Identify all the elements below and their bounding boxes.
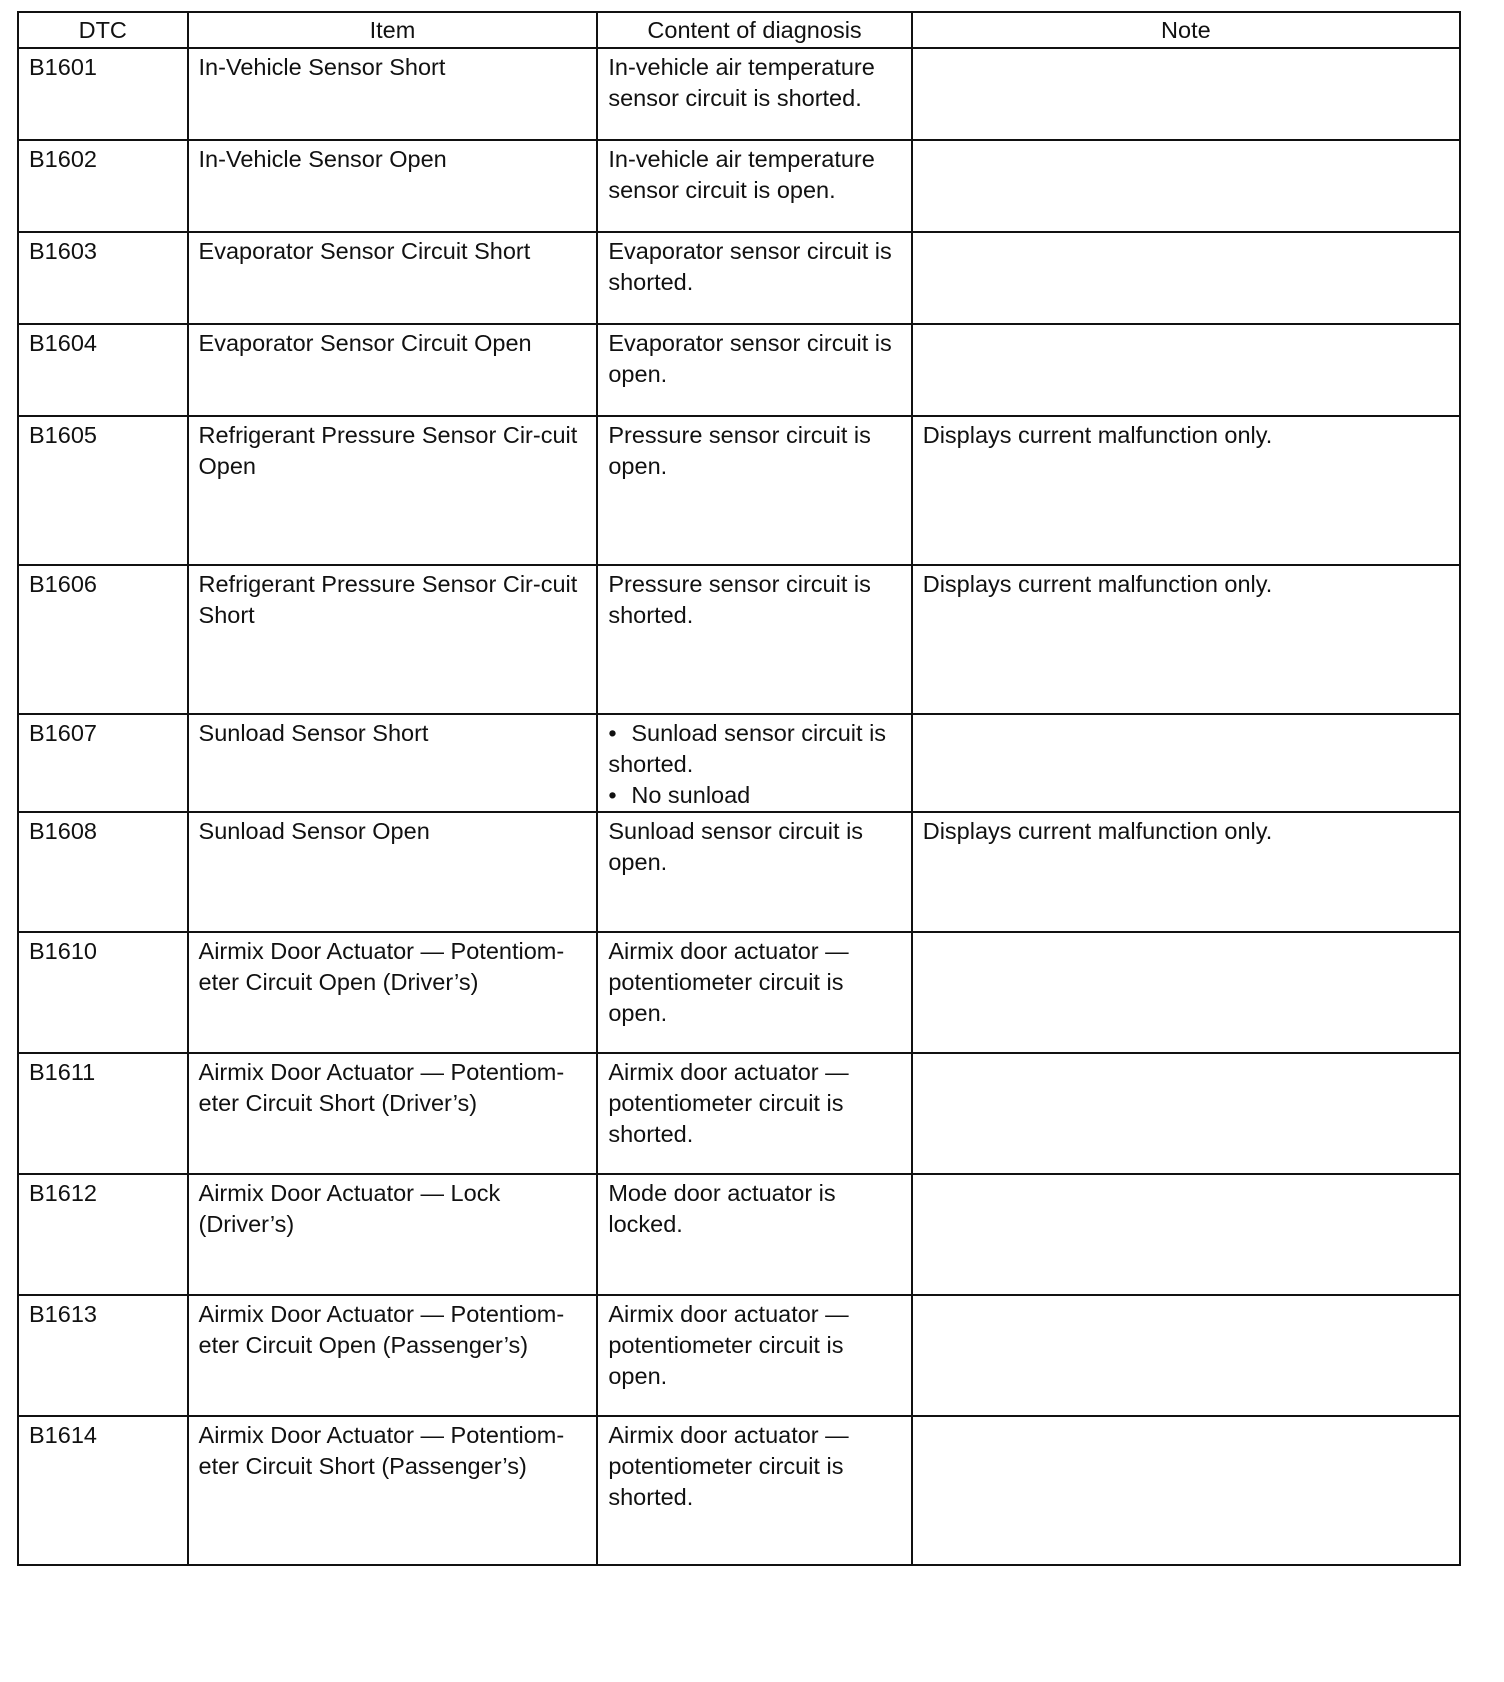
table-row (18, 324, 1460, 416)
table-row (18, 714, 1460, 812)
table-body (18, 48, 1460, 1565)
dtc-code: B1610 (18, 932, 188, 1053)
bullet-text: No sunload (631, 782, 751, 808)
diagnosis-text: Airmix door actuator — potentiometer circuit is open. (597, 932, 911, 1053)
diagnosis-text: Pressure sensor circuit is open. (597, 416, 911, 565)
table-row (18, 1174, 1460, 1295)
dtc-code: B1604 (18, 324, 188, 416)
bullet-item (608, 718, 900, 780)
dtc-code: B1613 (18, 1295, 188, 1416)
diagnosis-text (597, 714, 911, 812)
diagnosis-text: In-vehicle air temperature sensor circuit is shorted. (597, 48, 911, 140)
note-text: Displays current malfunction only. (912, 416, 1460, 565)
table-row (18, 812, 1460, 932)
diagnosis-text: Mode door actuator is locked. (597, 1174, 911, 1295)
item-text: In-Vehicle Sensor Open (188, 140, 598, 232)
note-text (912, 48, 1460, 140)
table-row (18, 565, 1460, 714)
item-text: Sunload Sensor Short (188, 714, 598, 812)
item-text: Airmix Door Actuator — Potentiom-eter Circuit Open (Driver’s) (188, 932, 598, 1053)
bullet-text: Sunload sensor circuit is shorted. (608, 720, 887, 777)
dtc-code: B1602 (18, 140, 188, 232)
header-item: Item (188, 12, 598, 48)
diagnosis-text: Airmix door actuator — potentiometer circuit is open. (597, 1295, 911, 1416)
dtc-table (17, 11, 1461, 1566)
item-text: In-Vehicle Sensor Short (188, 48, 598, 140)
item-text: Airmix Door Actuator — Potentiom-eter Circuit Short (Passenger’s) (188, 1416, 598, 1565)
bullet-item (608, 780, 900, 811)
dtc-code: B1608 (18, 812, 188, 932)
note-text: Displays current malfunction only. (912, 812, 1460, 932)
table-row (18, 48, 1460, 140)
header-note: Note (912, 12, 1460, 48)
item-text: Airmix Door Actuator — Potentiom-eter Circuit Short (Driver’s) (188, 1053, 598, 1174)
header-content: Content of diagnosis (597, 12, 911, 48)
dtc-code: B1605 (18, 416, 188, 565)
table-header (18, 12, 1460, 48)
item-text: Sunload Sensor Open (188, 812, 598, 932)
note-text (912, 232, 1460, 324)
note-text (912, 714, 1460, 812)
dtc-code: B1606 (18, 565, 188, 714)
bullet-icon: • (608, 720, 617, 746)
item-text: Evaporator Sensor Circuit Open (188, 324, 598, 416)
table-row (18, 932, 1460, 1053)
header-dtc: DTC (18, 12, 188, 48)
dtc-code: B1607 (18, 714, 188, 812)
table-row (18, 232, 1460, 324)
table-row (18, 1416, 1460, 1565)
diagnosis-text: Airmix door actuator — potentiometer circuit is shorted. (597, 1053, 911, 1174)
note-text (912, 1174, 1460, 1295)
dtc-code: B1612 (18, 1174, 188, 1295)
dtc-code: B1611 (18, 1053, 188, 1174)
dtc-code: B1601 (18, 48, 188, 140)
note-text (912, 324, 1460, 416)
diagnosis-text: Airmix door actuator — potentiometer circuit is shorted. (597, 1416, 911, 1565)
note-text: Displays current malfunction only. (912, 565, 1460, 714)
table-row (18, 1053, 1460, 1174)
item-text: Airmix Door Actuator — Potentiom-eter Circuit Open (Passenger’s) (188, 1295, 598, 1416)
item-text: Evaporator Sensor Circuit Short (188, 232, 598, 324)
note-text (912, 140, 1460, 232)
diagnosis-text: Pressure sensor circuit is shorted. (597, 565, 911, 714)
diagnosis-text: Evaporator sensor circuit is shorted. (597, 232, 911, 324)
table-row (18, 416, 1460, 565)
table-row (18, 140, 1460, 232)
diagnosis-text: Sunload sensor circuit is open. (597, 812, 911, 932)
note-text (912, 1295, 1460, 1416)
note-text (912, 1053, 1460, 1174)
diagnosis-text: In-vehicle air temperature sensor circuit is open. (597, 140, 911, 232)
item-text: Refrigerant Pressure Sensor Cir-cuit Short (188, 565, 598, 714)
note-text (912, 932, 1460, 1053)
note-text (912, 1416, 1460, 1565)
item-text: Refrigerant Pressure Sensor Cir-cuit Open (188, 416, 598, 565)
dtc-code: B1603 (18, 232, 188, 324)
diagnosis-text: Evaporator sensor circuit is open. (597, 324, 911, 416)
table-row (18, 1295, 1460, 1416)
dtc-code: B1614 (18, 1416, 188, 1565)
header-row (18, 12, 1460, 48)
bullet-icon: • (608, 782, 617, 808)
item-text: Airmix Door Actuator — Lock (Driver’s) (188, 1174, 598, 1295)
